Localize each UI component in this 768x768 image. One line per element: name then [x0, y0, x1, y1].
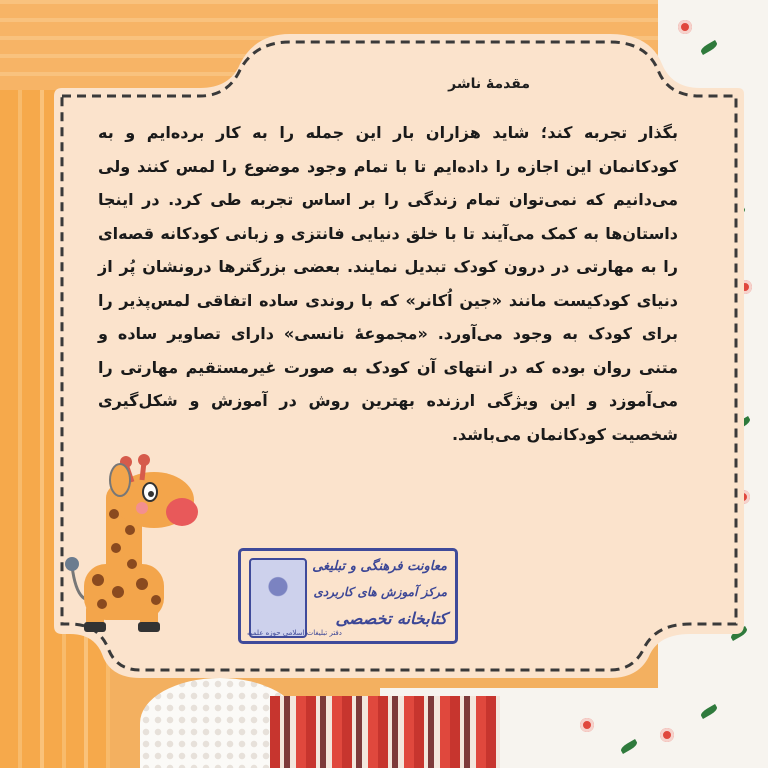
- stamp-line-2: مرکز آموزش های کاربردی: [313, 585, 447, 599]
- stamp-line-3: کتابخانه تخصصی: [335, 609, 447, 628]
- intro-paragraph: بگذار تجربه کند؛ شاید هزاران بار این جمله را به کار برده‌ایم و به کودکانمان این اجازه را داده‌ایم تا با تمام وجود موضوع را لمس کنند ولی می‌دانیم که نمی‌توان تمام زندگی را بر اساس تجربه طی کرد. در اینجا داستان‌ها به کمک می‌آیند تا با خلق دنیایی فانتزی و زبانی کودکانه قصه‌ای را به مهارتی در درون کودک تبدیل نمایند. بعضی بزرگترها درونشان پُر از دنیای کودکیست مانند «جین اُکانر» که با روندی ساده اتفاقی لمس‌پذیر را برای کودک به وجود می‌آورد. «مجموعهٔ نانسی» دارای تصاویر ساده و متنی روان بوده که در انتهای آن کودک به صورت غیرمستقیم مهارتی را می‌آموزد و این ویژگی ارزنده بهترین روش در آموزش و شکل‌گیری شخصیت کودکانمان می‌باشد.: [98, 123, 678, 444]
- page-title: مقدمهٔ ناشر: [448, 76, 530, 92]
- library-stamp: [238, 548, 458, 644]
- emblem-icon: [249, 558, 307, 638]
- striped-ribbon: [270, 696, 500, 768]
- stamp-small-text: دفتر تبلیغات اسلامی حوزه علمیه: [247, 629, 342, 637]
- giraffe-illustration: [62, 444, 202, 636]
- stamp-line-1: معاونت فرهنگی و تبلیغی: [312, 559, 447, 574]
